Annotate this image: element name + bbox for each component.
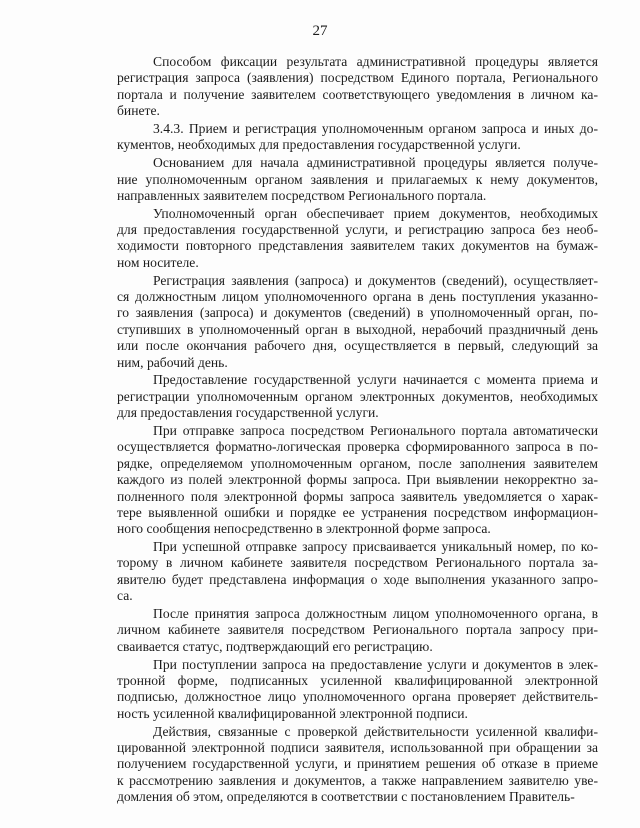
paragraph xyxy=(117,724,598,806)
text-line: явителю будет представлена информация о ходе выполнения указанного запро- xyxy=(117,571,598,587)
text-line: кументов, необходимых для предоставления государственной услуги. xyxy=(117,137,521,153)
paragraph xyxy=(117,155,598,204)
text-line: направленных заявителем посредством Регионального портала. xyxy=(117,187,487,203)
text-line: Уполномоченный орган обеспечивает прием документов, необходимых xyxy=(153,205,598,221)
text-line: Предоставление государственной услуги начинается с момента приема и xyxy=(153,372,598,388)
text-line: Действия, связанные с проверкой действительности усиленной квалифи- xyxy=(153,723,598,739)
text-line: тронной форме, подписанных усиленной квалифицированной электронной xyxy=(117,672,598,688)
text-line: ние уполномоченным органом заявления и прилагаемых к нему документов, xyxy=(117,171,598,187)
text-line: После принятия запроса должностным лицом уполномоченного органа, в xyxy=(153,606,598,622)
paragraph xyxy=(117,121,598,154)
text-line: ного сообщения непосредственно в электронной форме запроса. xyxy=(117,521,491,537)
paragraph xyxy=(117,54,598,120)
text-line: 3.4.3. Прием и регистрация уполномоченным органом запроса и иных до- xyxy=(153,120,598,136)
paragraph xyxy=(117,206,598,272)
text-line: портала и получение заявителем соответствующего уведомления в личном ка- xyxy=(117,86,598,102)
text-line: При успешной отправке запросу присваивается уникальный номер, по ко- xyxy=(153,539,598,555)
text-line: регистрация запроса (заявления) посредством Единого портала, Регионального xyxy=(117,70,598,86)
text-line: Основанием для начала административной процедуры является получе- xyxy=(153,155,598,171)
text-line: цированной электронной подписи заявителя, использованной при обращении за xyxy=(117,739,598,755)
paragraph xyxy=(117,657,598,723)
paragraph xyxy=(117,273,598,371)
text-line: го заявления (запроса) и документов (сведений) в уполномоченный орган, по- xyxy=(117,305,598,321)
text-line: к рассмотрению заявления и документов, а также направлением заявителю уве- xyxy=(117,772,598,788)
text-line: ность усиленной квалифицированной электронной подписи. xyxy=(117,705,468,721)
text-line: ним, рабочий день. xyxy=(117,354,228,370)
text-line: полненного поля электронной формы запроса заявитель уведомляется о харак- xyxy=(117,488,598,504)
text-line: осуществляется форматно-логическая проверка сформированного запроса в по- xyxy=(117,439,598,455)
text-line: для предоставления государственной услуги. xyxy=(117,405,379,421)
text-line: торому в личном кабинете заявителя посредством Регионального портала за- xyxy=(117,555,598,571)
paragraph xyxy=(117,423,598,538)
text-line: ся должностным лицом уполномоченного органа в день поступления указанно- xyxy=(117,289,598,305)
text-line: Способом фиксации результата административной процедуры является xyxy=(153,54,598,69)
text-line: бинете. xyxy=(117,103,160,119)
text-line: При отправке запроса посредством Регионального портала автоматически xyxy=(153,422,598,438)
document-body xyxy=(117,54,598,807)
text-line: са. xyxy=(117,588,133,604)
text-line: подписью, должностное лицо уполномоченного органа проверяет действитель- xyxy=(117,689,598,705)
text-line: Регистрация заявления (запроса) и документов (сведений), осуществляет- xyxy=(153,272,598,288)
page-number: 27 xyxy=(312,23,328,39)
text-line: ходимости повторного представления заявителем таких документов на бумаж- xyxy=(117,238,598,254)
text-line: рядке, определяемом уполномоченным органом, после заполнения заявителем xyxy=(117,455,598,471)
text-line: получением государственной услуги, и принятием решения об отказе в приеме xyxy=(117,756,598,772)
text-line: сваивается статус, подтверждающий его регистрацию. xyxy=(117,638,433,654)
text-line: ступивших в уполномоченный орган в выходной, нерабочий праздничный день xyxy=(117,321,598,337)
text-line: При поступлении запроса на предоставление услуги и документов в элек- xyxy=(153,656,598,672)
text-line: тере выявленной ошибки и порядке ее устранения посредством информацион- xyxy=(117,504,598,520)
paragraph xyxy=(117,372,598,421)
text-line: личном кабинете заявителя посредством Регионального портала запросу при- xyxy=(117,622,598,638)
paragraph xyxy=(117,606,598,655)
text-line: ном носителе. xyxy=(117,254,199,270)
paragraph xyxy=(117,539,598,605)
text-line: домления об этом, определяются в соответствии с постановлением Правитель- xyxy=(117,789,575,805)
text-line: для предоставления государственной услуги, и регистрацию запроса без необ- xyxy=(117,222,598,238)
text-line: регистрации уполномоченным органом электронных документов, необходимых xyxy=(117,388,598,404)
text-line: каждого из полей электронной формы запроса. При выявлении некорректно за- xyxy=(117,472,598,488)
text-line: или после окончания рабочего дня, осуществляется в первый, следующий за xyxy=(117,338,598,354)
